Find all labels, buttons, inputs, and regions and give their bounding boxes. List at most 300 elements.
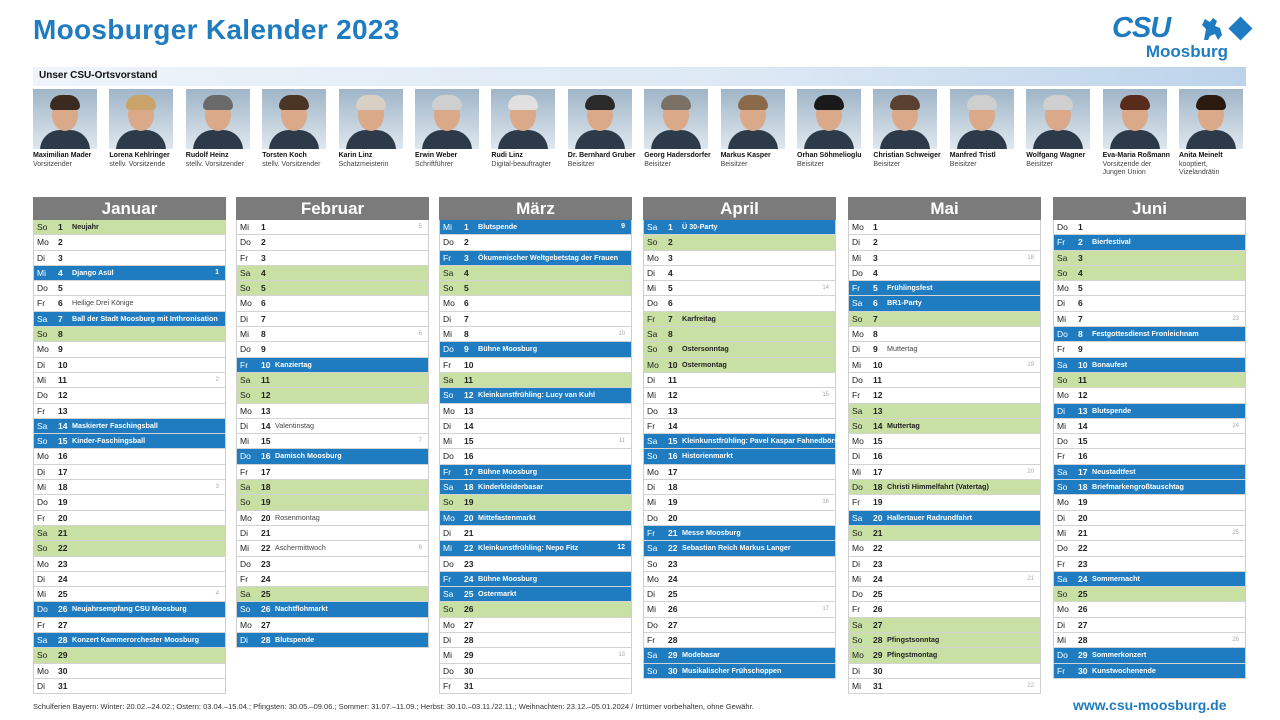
day-row [1053,388,1246,403]
day-row [1053,373,1246,388]
day-row [848,296,1041,311]
week-number: 3 [215,484,219,491]
day-row [1053,266,1246,281]
day-number: 19 [58,497,68,508]
weekday: Fr [240,252,249,263]
day-number: 20 [464,512,474,523]
day-number: 24 [668,573,678,584]
day-row [643,235,836,250]
weekday: Sa [443,589,454,600]
day-row [236,358,429,373]
member-role: Beisitzer [644,160,672,168]
day-row [33,235,226,250]
weekday: Di [1057,405,1066,416]
day-row [236,327,429,342]
week-number: 15 [822,392,829,399]
day-number: 7 [58,313,63,324]
weekday: Do [1057,543,1068,554]
weekday: Do [37,283,48,294]
week-number: 26 [1232,637,1239,644]
day-row [33,449,226,464]
day-row [643,633,836,648]
day-number: 8 [58,329,63,340]
weekday: Di [852,237,861,248]
weekday: Mi [443,329,452,340]
day-row [643,220,836,235]
day-number: 20 [873,512,883,523]
member-role: stellv. Vorsitzender [185,160,245,168]
day-number: 21 [261,527,271,538]
day-number: 6 [261,298,266,309]
day-number: 5 [1078,283,1083,294]
event-label: Rosenmontag [275,512,320,522]
day-row [33,281,226,296]
portrait-photo [873,89,937,149]
day-number: 16 [873,451,883,462]
weekday: Mo [647,573,659,584]
weekday: Mi [852,252,861,263]
day-number: 5 [58,283,63,294]
weekday: Fr [647,527,656,538]
weekday: So [852,313,863,324]
day-row [236,312,429,327]
day-row [1053,296,1246,311]
day-row [848,587,1041,602]
day-row [643,327,836,342]
weekday: Sa [443,267,454,278]
weekday: Sa [443,374,454,385]
weekday: Fr [37,619,46,630]
weekday: Mo [37,558,49,569]
month-column-april [643,197,843,679]
day-number: 29 [668,650,678,661]
event-label: Karfreitag [682,313,716,323]
week-number: 18 [1027,254,1034,261]
weekday: Mi [443,650,452,661]
day-row [1053,312,1246,327]
diamond-icon [1228,16,1252,40]
day-row [1053,557,1246,572]
day-row [643,541,836,556]
weekday: Do [37,497,48,508]
week-number: 6 [418,331,422,338]
weekday: Di [443,420,452,431]
weekday: Mi [852,466,861,477]
event-label: Muttertag [887,344,918,354]
event-label: Pfingstsonntag [887,635,940,645]
weekday: Sa [37,420,48,431]
day-row [1053,541,1246,556]
weekday: Do [443,237,454,248]
day-row [848,220,1041,235]
weekday: Sa [1057,252,1068,263]
day-number: 2 [1078,237,1083,248]
day-row [848,404,1041,419]
day-row [848,312,1041,327]
day-row [33,633,226,648]
member-role: Digital-beauftragter [491,160,551,168]
member-name: Georg Hadersdorfer [644,152,711,159]
event-label: Christi Himmelfahrt (Vatertag) [887,482,989,492]
weekday: So [37,543,48,554]
day-row [33,541,226,556]
member-name: Rudolf Heinz [185,152,229,159]
day-row [439,388,632,403]
weekday: Mi [37,482,46,493]
event-label: Valentinstag [275,420,315,430]
week-number: 5 [418,224,422,230]
weekday: Mo [1057,604,1069,615]
day-number: 18 [261,482,271,493]
weekday: Mo [647,466,659,477]
weekday: So [240,497,251,508]
day-number: 8 [261,329,266,340]
day-row [848,541,1041,556]
day-row [1053,587,1246,602]
day-number: 13 [464,405,474,416]
day-row [1053,281,1246,296]
event-label: Blutspende [478,222,518,231]
weekday: Sa [647,436,658,447]
weekday: Do [852,589,863,600]
event-label: Messe Moosburg [682,527,741,537]
weekday: So [647,344,658,355]
event-label: Aschermittwoch [275,543,326,553]
school-holidays: Schulferien Bayern: Winter: 20.02.–24.02.; Ostern: 03.04.–15.04.; Pfingsten: 30.05.–09.06.; Sommer: 31.07.–11.09.; Herbst: 30.10.–03.11./22.11.; Weihnachten: 23.12.–05.01.2024 / Irrtümer vorbehalten, ohne Gewähr. [33,702,754,711]
event-label: Sommernacht [1092,573,1140,583]
day-number: 20 [668,512,678,523]
weekday: Do [37,604,48,615]
event-label: Nachtflohmarkt [275,604,328,614]
day-number: 26 [1078,604,1088,615]
event-label: Bonaufest [1092,359,1128,369]
day-row [848,572,1041,587]
day-row [1053,251,1246,266]
day-row [439,618,632,633]
event-label: Historienmarkt [682,451,733,461]
week-number: 17 [822,606,829,613]
day-number: 13 [668,405,678,416]
weekday: Fr [852,390,861,401]
weekday: Fr [37,405,46,416]
weekday: Mo [443,619,455,630]
day-row [439,373,632,388]
member-name: Eva-Maria Roßmann [1102,152,1170,159]
event-label: Ostermontag [682,359,727,369]
day-number: 16 [58,451,68,462]
weekday: Fr [1057,344,1066,355]
weekday: Fr [1057,558,1066,569]
day-number: 26 [464,604,474,615]
day-row [236,373,429,388]
day-row [33,480,226,495]
day-number: 12 [873,390,883,401]
weekday: Mi [1057,420,1066,431]
day-row [1053,358,1246,373]
day-row [848,480,1041,495]
event-label: Bühne Moosburg [478,344,538,354]
day-row [33,434,226,449]
day-row [439,266,632,281]
portrait-photo [1026,89,1090,149]
day-row [643,480,836,495]
weekday: Mi [852,680,861,691]
weekday: Mo [647,252,659,263]
day-number: 29 [1078,650,1088,661]
week-number: 25 [1232,529,1239,536]
day-number: 2 [873,237,878,248]
weekday: Fr [443,252,452,263]
day-row [236,434,429,449]
weekday: So [443,497,454,508]
weekday: Di [647,482,656,493]
day-row [236,296,429,311]
day-number: 14 [58,420,68,431]
day-row [848,419,1041,434]
day-row [439,251,632,266]
day-row [33,266,226,281]
day-number: 4 [668,267,673,278]
day-number: 22 [261,543,271,554]
day-row [439,220,632,235]
day-number: 7 [1078,313,1083,324]
day-number: 15 [464,436,474,447]
member-role: Schatzmeisterin [338,160,389,168]
week-number: 11 [618,438,625,445]
day-row [643,388,836,403]
portrait-photo [339,89,403,149]
day-number: 15 [668,436,678,447]
event-label: Mittefastenmarkt [478,512,536,522]
weekday: Sa [443,482,454,493]
weekday: Mo [443,298,455,309]
day-number: 12 [668,390,678,401]
weekday: Do [443,451,454,462]
day-number: 17 [873,466,883,477]
week-number: 16 [822,499,829,506]
day-number: 24 [1078,573,1088,584]
day-number: 23 [1078,558,1088,569]
event-label: Heilige Drei Könige [72,298,134,308]
day-number: 16 [261,451,271,462]
day-row [643,296,836,311]
day-number: 25 [873,589,883,600]
month-header: März [439,197,632,220]
member-role: stellv. Vorsitzender [262,160,321,168]
day-row [643,495,836,510]
event-label: Ostersonntag [682,344,729,354]
weekday: Fr [240,573,249,584]
portrait-photo [262,89,326,149]
day-row [236,220,429,235]
day-number: 17 [668,466,678,477]
weekday: So [443,283,454,294]
day-number: 14 [464,420,474,431]
weekday: So [443,604,454,615]
portrait-photo [415,89,479,149]
day-row [236,618,429,633]
event-label: Kleinkunstfrühling: Lucy van Kuhl [478,390,596,400]
day-number: 14 [668,420,678,431]
day-number: 20 [1078,512,1088,523]
weekday: Di [240,313,249,324]
day-number: 10 [668,359,678,370]
day-row [1053,648,1246,663]
day-number: 30 [873,665,883,676]
member-name: Orhan Söhmelioglu [797,152,862,159]
weekday: Di [37,359,46,370]
portrait-photo [491,89,555,149]
day-number: 1 [668,222,673,232]
weekday: Sa [37,635,48,646]
day-row [643,312,836,327]
day-number: 3 [668,252,673,263]
day-number: 1 [261,222,266,232]
logo-mark: CSU [1112,12,1171,44]
day-number: 9 [873,344,878,355]
day-number: 11 [873,374,882,385]
weekday: So [647,665,658,676]
portrait-photo [950,89,1014,149]
day-number: 12 [261,390,271,401]
day-row [33,664,226,679]
day-row [439,633,632,648]
weekday: Sa [852,512,863,523]
day-row [1053,465,1246,480]
website-link[interactable]: www.csu-moosburg.de [1073,697,1227,713]
weekday: Mi [240,222,249,232]
day-row [643,618,836,633]
weekday: Mi [240,436,249,447]
day-row [236,495,429,510]
day-row [439,679,632,694]
day-row [848,327,1041,342]
day-row [236,480,429,495]
day-number: 21 [58,527,68,538]
day-row [439,404,632,419]
weekday: So [37,650,48,661]
day-number: 28 [464,635,474,646]
weekday: Mi [647,283,656,294]
member-name: Dr. Bernhard Gruber [567,152,636,159]
day-row [643,572,836,587]
weekday: Di [852,344,861,355]
member-name: Markus Kasper [720,152,771,159]
weekday: Di [240,420,249,431]
day-number: 1 [58,222,63,232]
member-name: Karin Linz [338,152,373,159]
weekday: Sa [1057,466,1068,477]
member-role: kooptiert, Vizelandrätin [1179,160,1220,176]
day-number: 4 [873,267,878,278]
day-row [439,342,632,357]
weekday: Mi [240,329,249,340]
day-number: 9 [464,344,469,355]
weekday: Sa [647,329,658,340]
week-number: 22 [1027,682,1034,689]
day-row [236,633,429,648]
weekday: Di [647,589,656,600]
day-row [848,648,1041,663]
day-row [236,511,429,526]
day-number: 11 [668,374,677,385]
weekday: Mo [1057,283,1069,294]
day-number: 1 [464,222,469,232]
day-row [643,266,836,281]
weekday: Do [37,390,48,401]
day-row [236,572,429,587]
member-role: Beisitzer [567,160,595,168]
day-row [33,465,226,480]
weekday: Mo [852,222,864,232]
day-number: 17 [261,466,271,477]
weekday: Do [852,374,863,385]
day-number: 20 [261,512,271,523]
day-number: 3 [1078,252,1083,263]
weekday: Sa [240,482,251,493]
day-number: 21 [873,527,883,538]
day-number: 16 [1078,451,1088,462]
event-label: Kunstwochenende [1092,665,1156,675]
board-band [33,67,1246,86]
weekday: So [240,604,251,615]
weekday: Di [647,267,656,278]
board-member [339,89,407,169]
day-number: 22 [58,543,68,554]
day-number: 26 [58,604,68,615]
weekday: So [647,237,658,248]
day-row [33,602,226,617]
weekday: Di [443,635,452,646]
day-row [33,373,226,388]
weekday: Fr [240,359,249,370]
day-row [439,541,632,556]
event-label: Sommerkonzert [1092,650,1147,660]
day-number: 9 [261,344,266,355]
day-row [848,235,1041,250]
member-name: Manfred Tristl [949,152,996,159]
day-number: 28 [261,635,271,646]
day-number: 15 [1078,436,1088,447]
day-row [33,419,226,434]
day-number: 27 [1078,619,1088,630]
weekday: So [240,390,251,401]
day-row [1053,480,1246,495]
weekday: So [647,558,658,569]
weekday: Sa [240,589,251,600]
week-number: 1 [215,268,219,276]
day-row [1053,220,1246,235]
day-number: 29 [464,650,474,661]
day-row [1053,449,1246,464]
day-row [1053,664,1246,679]
portrait-photo [721,89,785,149]
day-number: 25 [1078,589,1088,600]
weekday: Sa [852,405,863,416]
event-label: Damisch Moosburg [275,451,342,461]
weekday: Mi [1057,313,1066,324]
day-row [236,465,429,480]
month-column-juni [1053,197,1246,679]
portrait-photo [1103,89,1167,149]
day-row [33,648,226,663]
day-row [439,312,632,327]
day-number: 28 [58,635,68,646]
day-number: 10 [873,359,883,370]
member-name: Lorena Kehlringer [109,152,170,159]
day-number: 30 [58,665,68,676]
weekday: Di [852,558,861,569]
